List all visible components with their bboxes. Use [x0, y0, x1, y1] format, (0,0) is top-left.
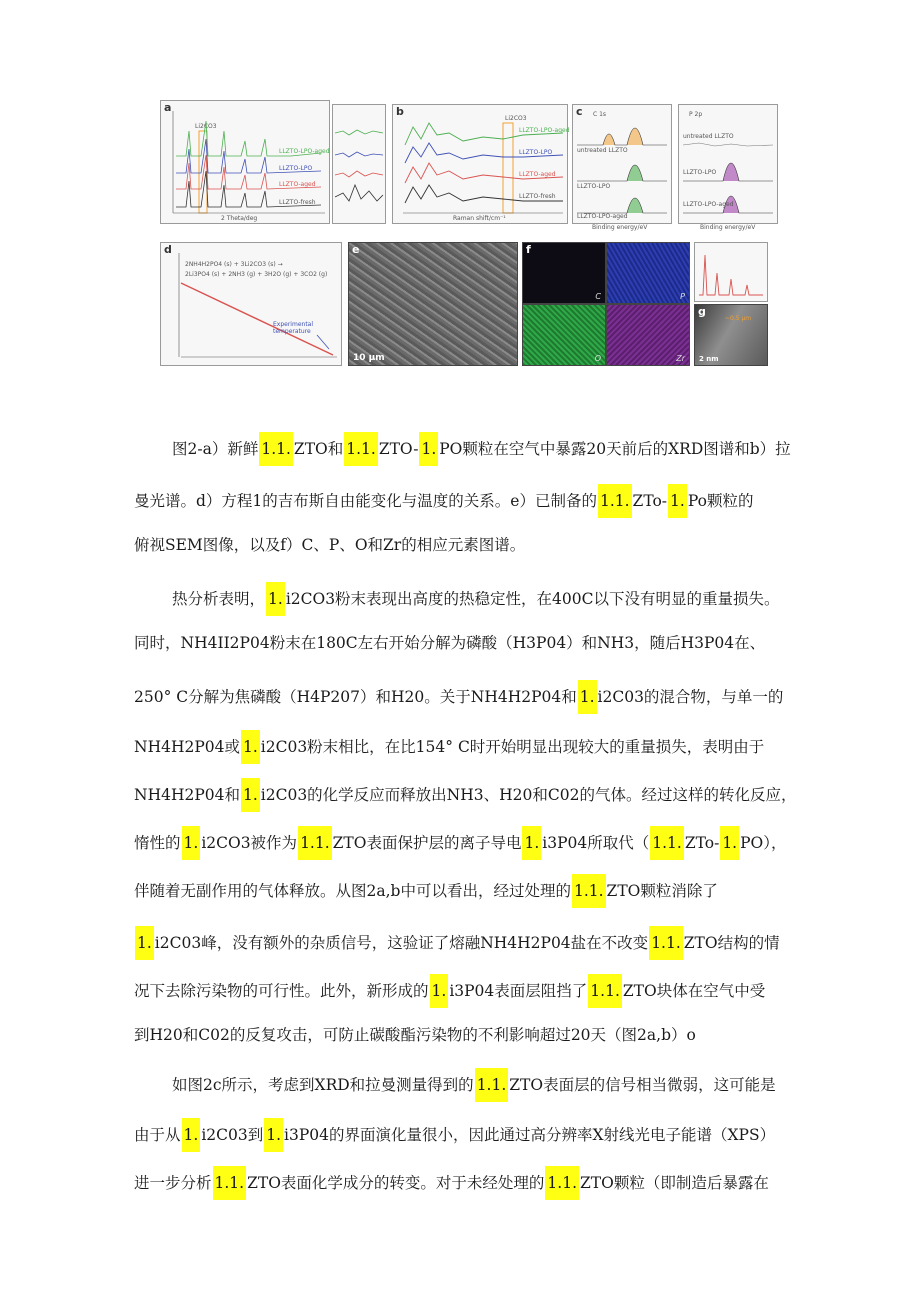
text-segment: PO颗粒在空气中暴露20天前后的XRD图谱和b）拉 [439, 440, 791, 458]
highlighted-text: 1.1. [650, 826, 684, 860]
panel-g-scale: 2 nm [699, 355, 719, 363]
panel-c1-title: C 1s [593, 111, 607, 118]
panel-a-xlabel: 2 Theta/deg [221, 215, 258, 222]
highlighted-text: 1. [430, 974, 449, 1008]
panel-e-sem-image [348, 242, 518, 366]
highlighted-text: 1. [720, 826, 739, 860]
text-line [172, 1068, 776, 1102]
text-line [134, 534, 525, 556]
text-segment: 进一步分析 [134, 1174, 212, 1192]
panel-d-eq1: 2NH4H2PO4 (s) + 3Li2CO3 (s) → [185, 261, 283, 268]
panel-a-inset-label: Li2CO3 [195, 123, 217, 130]
text-segment: i2C03的化学反应而释放出NH3、H20和C02的气体。经过这样的转化反应， [260, 786, 797, 804]
text-segment: 伴随着无副作用的气体释放。从图2a,b中可以看出，经过处理的 [134, 882, 571, 900]
panel-c2-xlabel: Binding energy/eV [700, 224, 756, 231]
gibbs-line [181, 283, 333, 355]
text-segment: 热分析表明， [172, 590, 266, 608]
c1s-untreated [577, 128, 667, 145]
text-line [134, 926, 780, 960]
panel-a-trace-label-3: LLZTO-aged [279, 181, 316, 188]
highlighted-text: 1. [241, 730, 260, 764]
highlighted-text: 1. [182, 1118, 201, 1152]
text-line [134, 632, 765, 654]
text-segment: ZTO- [378, 440, 419, 458]
text-segment: i3P04的界面演化量很小，因此通过高分辨率X射线光电子能谱（XPS） [284, 1126, 776, 1144]
panel-c1-trace-2: LLZTO-LPO [577, 183, 611, 190]
highlighted-text: 1. [522, 826, 541, 860]
panel-b-trace-label-4: LLZTO-fresh [519, 193, 556, 200]
map-zr-label: Zr [676, 354, 685, 363]
xrd-zoom-plot [333, 105, 385, 223]
text-segment: Po颗粒的 [687, 492, 754, 510]
panel-g-tem-image [694, 304, 768, 366]
text-segment: 250° C分解为焦磷酸（H4P207）和H20。关于NH4H2P04和 [134, 688, 577, 706]
text-segment: i2CO3被作为 [201, 834, 298, 852]
highlighted-text: 1.1. [213, 1166, 247, 1200]
highlighted-text: 1. [264, 1118, 283, 1152]
panel-b-trace-label-2: LLZTO-LPO [519, 149, 553, 156]
text-segment: i2C03粉末相比，在比154° C时开始明显出现较大的重量损失，表明由于 [260, 738, 765, 756]
panel-label-c: c [576, 105, 583, 118]
panel-a-inset [332, 104, 386, 224]
text-segment: 如图2c所示，考虑到XRD和拉曼测量得到的 [172, 1076, 474, 1094]
panel-label-b: b [396, 105, 404, 118]
text-segment: 图2-a）新鲜 [172, 440, 259, 458]
panel-label-g: g [698, 305, 706, 318]
highlighted-text: 1. [419, 432, 438, 466]
panel-label-e: e [352, 243, 360, 256]
panel-c-c1s [572, 104, 672, 224]
text-line [172, 432, 791, 466]
text-segment: NH4H2P04和 [134, 786, 240, 804]
text-line [134, 1166, 769, 1200]
panel-c1-xlabel: Binding energy/eV [592, 224, 648, 231]
panel-label-d: d [164, 243, 172, 256]
text-segment: ZTo- [632, 492, 668, 510]
text-segment: ZTO颗粒消除了 [606, 882, 718, 900]
panel-d-eq2: 2Li3PO4 (s) + 2NH3 (g) + 3H2O (g) + 3CO2 (g) [185, 271, 328, 278]
text-segment: i3P04表面层阻挡了 [449, 982, 588, 1000]
eds-trace [699, 255, 763, 295]
highlighted-text: 1.1. [475, 1068, 509, 1102]
panel-c2-title: P 2p [689, 111, 703, 118]
map-p-label: P [680, 292, 685, 301]
text-segment: 况下去除污染物的可行性。此外，新形成的 [134, 982, 429, 1000]
highlighted-text: 1.1. [598, 484, 632, 518]
text-segment: i2CO3粉末表现出高度的热稳定性，在400C以下没有明显的重量损失。 [285, 590, 780, 608]
text-segment: 到H20和C02的反复攻击，可防止碳酸酯污染物的不利影响超过20天（图2a,b）o [134, 1026, 696, 1044]
panel-c1-trace-3: LLZTO-LPO-aged [577, 213, 628, 220]
text-line [134, 1024, 696, 1046]
text-segment: i2C03到 [201, 1126, 264, 1144]
panel-g-annotation: ~0.5 μm [725, 315, 752, 322]
highlighted-text: 1. [578, 680, 597, 714]
panel-a-trace-label-2: LLZTO-LPO [279, 165, 313, 172]
zoom-green [335, 130, 383, 135]
panel-b-inset-label: Li2CO3 [505, 115, 527, 122]
p2p-untreated [683, 143, 773, 146]
raman-plot [393, 105, 567, 223]
panel-f-map-c [522, 242, 606, 304]
highlighted-text: 1.1. [545, 1166, 579, 1200]
highlighted-text: 1.1. [259, 432, 293, 466]
map-c-label: C [595, 292, 601, 301]
text-segment: PO）， [740, 834, 787, 852]
panel-e-scale: 10 μm [353, 353, 385, 363]
text-line [134, 826, 787, 860]
text-line [134, 874, 718, 908]
annotation-arrow [317, 335, 329, 349]
text-segment: 同时，NH4II2P04粉末在180C左右开始分解为磷酸（H3P04）和NH3，随后H3P04在、 [134, 634, 766, 652]
xps-c1s-plot [573, 105, 671, 223]
highlighted-text: 1. [135, 926, 154, 960]
text-line [134, 974, 765, 1008]
panel-d-gibbs [160, 242, 342, 366]
text-line [134, 680, 783, 714]
c1s-lpo [577, 165, 667, 181]
zoom-red [335, 171, 383, 177]
text-segment: 俯视SEM图像，以及f）C、P、O和Zr的相应元素图谱。 [134, 536, 526, 554]
panel-b-xlabel: Raman shift/cm⁻¹ [453, 215, 506, 222]
panel-f-map-o [522, 304, 606, 366]
highlighted-text: 1.1. [649, 926, 683, 960]
panel-b-trace-label-1: LLZTO-LPO-aged [519, 127, 570, 134]
panel-c2-trace-2: LLZTO-LPO [683, 169, 717, 176]
text-segment: i2C03峰，没有额外的杂质信号，这验证了熔融NH4H2P04盐在不改变 [154, 934, 649, 952]
panel-d-annotation: Experimental temperature [273, 321, 314, 335]
highlighted-text: 1.1. [572, 874, 606, 908]
text-segment: ZTO表面化学成分的转变。对于未经处理的 [247, 1174, 545, 1192]
c1s-lpo-aged [577, 198, 667, 213]
highlighted-text: 1.1. [344, 432, 378, 466]
highlighted-text: 1.1. [588, 974, 622, 1008]
text-line [134, 778, 796, 812]
gibbs-plot [161, 243, 341, 365]
panel-c-p2p [678, 104, 778, 224]
panel-a-trace-label-1: LLZTO-LPO-aged [279, 148, 330, 155]
highlighted-text: 1. [241, 778, 260, 812]
text-segment: ZTO结构的情 [683, 934, 780, 952]
zoom-black [335, 185, 383, 201]
panel-a-trace-label-4: LLZTO-fresh [279, 199, 316, 206]
panel-a-xrd [160, 100, 330, 224]
zoom-blue [335, 152, 383, 157]
eds-plot [695, 243, 767, 301]
text-line [172, 582, 780, 616]
text-segment: i2C03的混合物，与单一的 [597, 688, 784, 706]
panel-f-map-p [606, 242, 690, 304]
panel-c1-trace-1: untreated LLZTO [577, 147, 628, 154]
panel-c2-trace-3: LLZTO-LPO-aged [683, 201, 734, 208]
panel-label-a: a [164, 101, 172, 114]
panel-label-f: f [526, 243, 531, 256]
map-o-label: O [594, 354, 601, 363]
highlighted-text: 1. [182, 826, 201, 860]
text-segment: NH4H2P04或 [134, 738, 240, 756]
panel-f-map-zr [606, 304, 690, 366]
text-segment: 由于从 [134, 1126, 181, 1144]
text-segment: ZTO表面层的信号相当微弱，这可能是 [509, 1076, 776, 1094]
panel-f-eds-spectrum [694, 242, 768, 302]
text-segment: ZTo- [684, 834, 720, 852]
panel-b-raman [392, 104, 568, 224]
text-segment: ZTO颗粒（即制造后暴露在 [580, 1174, 769, 1192]
text-line [134, 484, 753, 518]
text-segment: 曼光谱。d）方程1的吉布斯自由能变化与温度的关系。e）已制备的 [134, 492, 597, 510]
text-line [134, 1118, 775, 1152]
highlighted-text: 1. [668, 484, 687, 518]
text-line [134, 730, 764, 764]
panel-c2-trace-1: untreated LLZTO [683, 133, 734, 140]
highlighted-text: 1.1. [298, 826, 332, 860]
text-segment: 惰性的 [134, 834, 181, 852]
text-segment: ZTO和 [293, 440, 344, 458]
text-segment: i3P04所取代（ [542, 834, 650, 852]
panel-b-trace-label-3: LLZTO-aged [519, 171, 556, 178]
highlighted-text: 1. [266, 582, 285, 616]
figure-2 [160, 100, 780, 370]
text-segment: ZTO表面保护层的离子导电 [332, 834, 522, 852]
text-segment: ZTO块体在空气中受 [622, 982, 766, 1000]
